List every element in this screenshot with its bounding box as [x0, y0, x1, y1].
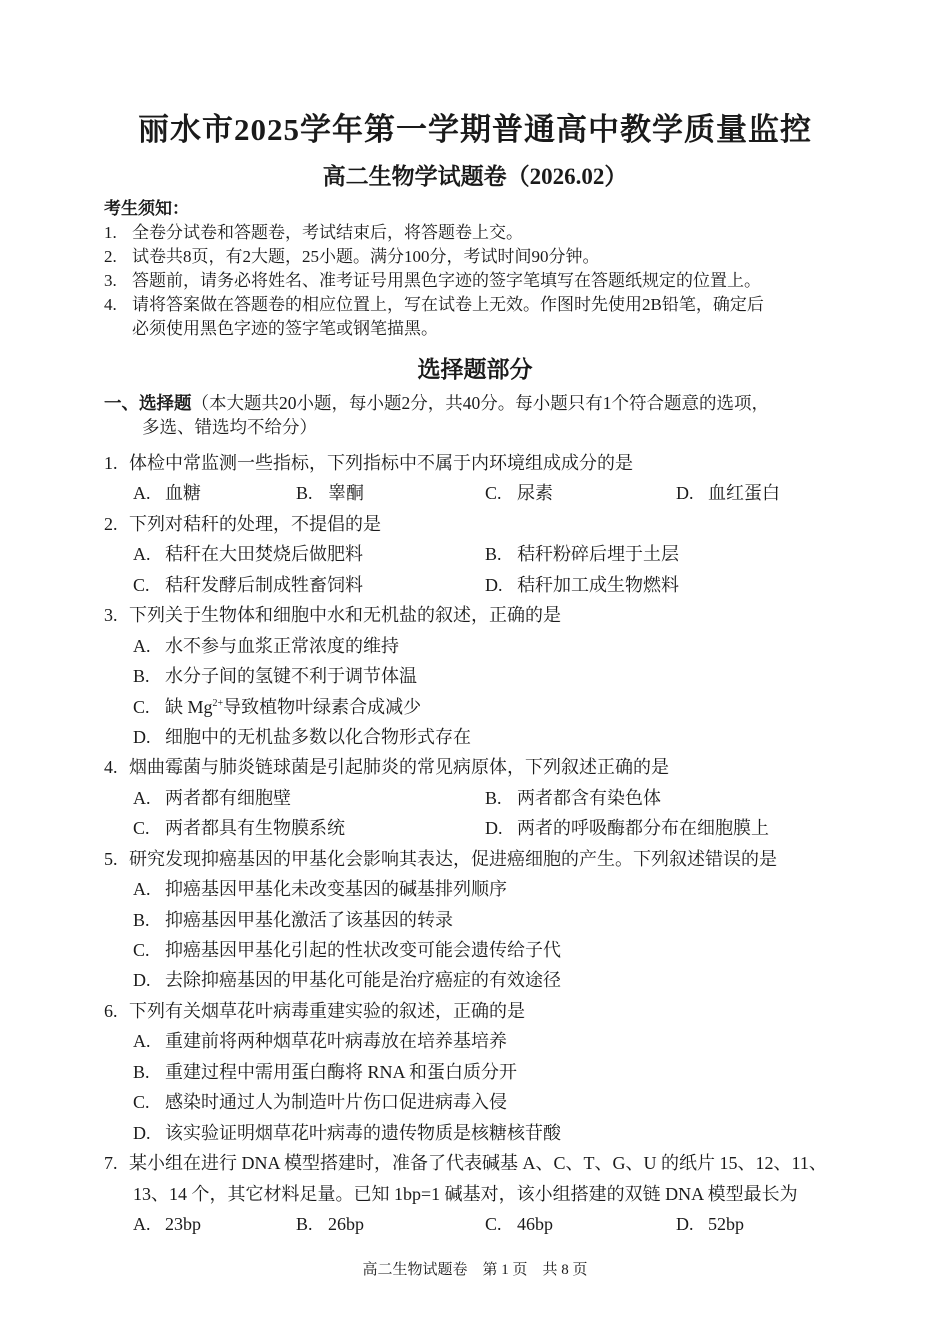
instruction-item-cont: 必须使用黑色字迹的签字笔或钢笔描黑。 [132, 319, 438, 338]
part-description: （本大题共20小题，每小题2分，共40分。每小题只有1个符合题意的选项， [191, 393, 769, 413]
option-d: D. 去除抑癌基因的甲基化可能是治疗癌症的有效途径 [133, 970, 561, 991]
option-a: A. 两者都有细胞壁 [133, 787, 291, 808]
option-c: C. 46bp [485, 1213, 553, 1234]
instruction-item: 1. 全卷分试卷和答题卷，考试结束后，将答题卷上交。 [104, 223, 523, 242]
exam-title: 丽水市2025学年第一学期普通高中教学质量监控 [138, 112, 812, 147]
part-label: 一、选择题 [104, 393, 192, 413]
option-a: A. 抑癌基因甲基化未改变基因的碱基排列顺序 [133, 879, 507, 900]
section-title: 选择题部分 [417, 357, 533, 382]
question-stem: 6. 下列有关烟草花叶病毒重建实验的叙述，正确的是 [104, 1000, 525, 1021]
instruction-item: 3. 答题前，请务必将姓名、准考证号用黑色字迹的签字笔填写在答题纸规定的位置上。 [104, 271, 761, 290]
instruction-item: 2. 试卷共8页，有2大题，25小题。满分100分，考试时间90分钟。 [104, 247, 600, 266]
option-b: B. 睾酮 [296, 483, 364, 504]
part-heading [104, 391, 864, 439]
option-d: D. 该实验证明烟草花叶病毒的遗传物质是核糖核苷酸 [133, 1122, 561, 1143]
exam-subtitle: 高二生物学试题卷（2026.02） [322, 164, 628, 189]
question-stem: 2. 下列对秸秆的处理，不提倡的是 [104, 513, 381, 534]
question-options [104, 1209, 864, 1239]
option-b: B. 两者都含有染色体 [485, 787, 661, 808]
option-c: C. 秸秆发酵后制成牲畜饲料 [133, 574, 363, 595]
option-b: B. 水分子间的氢键不利于调节体温 [133, 666, 417, 687]
option-a: A. 血糖 [133, 483, 201, 504]
question-stem: 4. 烟曲霉菌与肺炎链球菌是引起肺炎的常见病原体，下列叙述正确的是 [104, 757, 669, 778]
question-options [104, 539, 864, 569]
option-b: B. 重建过程中需用蛋白酶将 RNA 和蛋白质分开 [133, 1061, 518, 1082]
option-d: D. 细胞中的无机盐多数以化合物形式存在 [133, 726, 471, 747]
question-options [104, 478, 864, 508]
question-stem: 7. 某小组在进行 DNA 模型搭建时，准备了代表碱基 A、C、T、G、U 的纸片 15、12、11、 [104, 1153, 827, 1174]
option-b: B. 秸秆粉碎后埋于土层 [485, 544, 679, 565]
question-stem-cont: 13、14 个，其它材料足量。已知 1bp=1 碱基对，该小组搭建的双链 DNA 模型最长为 [133, 1183, 798, 1204]
question-stem: 5. 研究发现抑癌基因的甲基化会影响其表达，促进癌细胞的产生。下列叙述错误的是 [104, 848, 777, 869]
option-c: C. 尿素 [485, 483, 553, 504]
option-c: C. 缺 $Mg^{2+}$导致植物叶绿素合成减少 [133, 696, 422, 717]
question-list [104, 448, 864, 1239]
option-d: D. 血红蛋白 [676, 483, 780, 504]
option-a: A. 水不参与血浆正常浓度的维持 [133, 635, 399, 656]
option-a: A. 23bp [133, 1213, 201, 1234]
page-footer: 高二生物试题卷 第 1 页 共 8 页 [362, 1262, 588, 1278]
option-a: A. 重建前将两种烟草花叶病毒放在培养基培养 [133, 1031, 507, 1052]
instructions-heading: 考生须知： [104, 199, 189, 218]
option-d: D. 52bp [676, 1213, 744, 1234]
option-d: D. 秸秆加工成生物燃料 [485, 574, 679, 595]
option-b: B. 26bp [296, 1213, 364, 1234]
option-c: C. 感染时通过人为制造叶片伤口促进病毒入侵 [133, 1092, 507, 1113]
option-b: B. 抑癌基因甲基化激活了该基因的转录 [133, 909, 453, 930]
question-options [104, 570, 864, 600]
option-a: A. 秸秆在大田焚烧后做肥料 [133, 544, 363, 565]
question-stem: 1. 体检中常监测一些指标，下列指标中不属于内环境组成成分的是 [104, 453, 633, 473]
question-options [104, 813, 864, 843]
option-c: C. 抑癌基因甲基化引起的性状改变可能会遗传给子代 [133, 940, 561, 960]
question-options [104, 783, 864, 813]
instruction-item: 4. 请将答案做在答题卷的相应位置上，写在试卷上无效。作图时先使用2B铅笔，确定后 [104, 295, 764, 314]
question-stem: 3. 下列关于生物体和细胞中水和无机盐的叙述，正确的是 [104, 605, 561, 626]
option-d: D. 两者的呼吸酶都分布在细胞膜上 [485, 818, 769, 839]
option-c: C. 两者都具有生物膜系统 [133, 818, 345, 839]
part-description-cont: 多选、错选均不给分） [142, 417, 317, 437]
exam-instructions [104, 197, 864, 341]
